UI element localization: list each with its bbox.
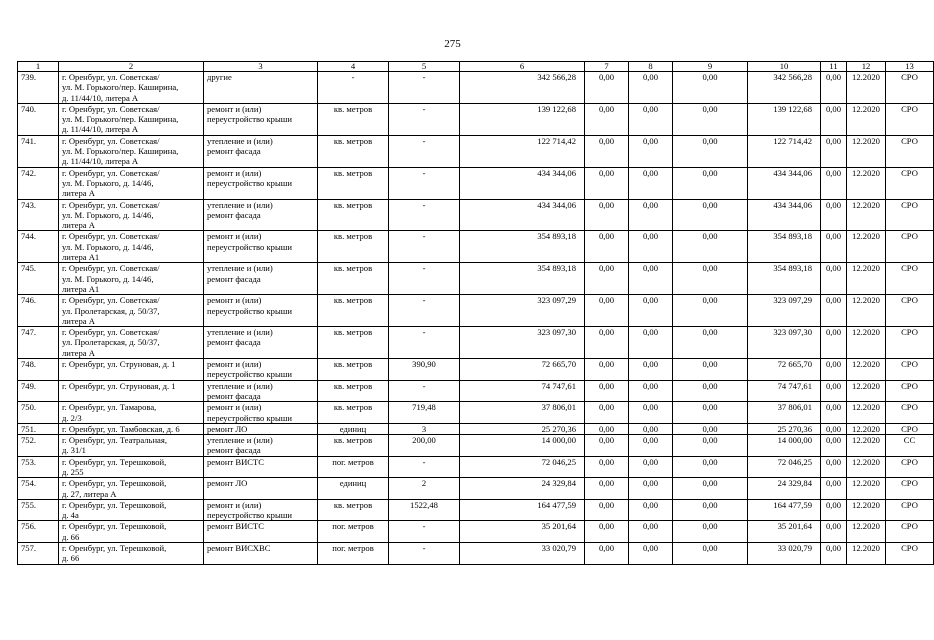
cost-col8-cell: 0,00 (629, 478, 673, 500)
address-cell: г. Оренбург, ул. Советская/ ул. М. Горького/пер. Каширина, д. 11/44/10, литера А (59, 135, 204, 167)
cost-col7-cell: 0,00 (585, 423, 629, 434)
table-row (18, 327, 934, 359)
work-type-cell: ремонт и (или) переустройство крыши (204, 295, 318, 327)
completion-term-cell: 12.2020 (847, 359, 886, 381)
column-number-header: 9 (673, 62, 748, 72)
cost-col8-cell: 0,00 (629, 521, 673, 543)
unit-cell: кв. метров (318, 167, 389, 199)
cost-col11-cell: 0,00 (821, 478, 847, 500)
address-cell: г. Оренбург, ул. Терешковой, д. 66 (59, 521, 204, 543)
unit-cell: кв. метров (318, 199, 389, 231)
table-row (18, 478, 934, 500)
cost-col11-cell: 0,00 (821, 499, 847, 521)
unit-cell: кв. метров (318, 435, 389, 457)
funding-source-cell: СРО (886, 499, 934, 521)
completion-term-cell: 12.2020 (847, 199, 886, 231)
cost-col11-cell: 0,00 (821, 359, 847, 381)
table-row (18, 72, 934, 104)
total-cost-cell: 434 344,06 (460, 199, 585, 231)
cost-col9-cell: 0,00 (673, 543, 748, 565)
cost-col10-cell: 35 201,64 (748, 521, 821, 543)
cost-col7-cell: 0,00 (585, 543, 629, 565)
cost-col10-cell: 72 046,25 (748, 456, 821, 478)
cost-col11-cell: 0,00 (821, 521, 847, 543)
cost-col7-cell: 0,00 (585, 359, 629, 381)
address-cell: г. Оренбург, ул. Терешковой, д. 66 (59, 543, 204, 565)
address-cell: г. Оренбург, ул. Терешковой, д. 255 (59, 456, 204, 478)
cost-col10-cell: 164 477,59 (748, 499, 821, 521)
column-number-header: 7 (585, 62, 629, 72)
table-row (18, 103, 934, 135)
cost-col9-cell: 0,00 (673, 72, 748, 104)
cost-col11-cell: 0,00 (821, 435, 847, 457)
cost-col9-cell: 0,00 (673, 135, 748, 167)
cost-col11-cell: 0,00 (821, 543, 847, 565)
table-row (18, 543, 934, 565)
funding-source-cell: СРО (886, 199, 934, 231)
row-number-cell: 741. (18, 135, 59, 167)
cost-col10-cell: 74 747,61 (748, 380, 821, 402)
cost-col11-cell: 0,00 (821, 167, 847, 199)
unit-cell: кв. метров (318, 295, 389, 327)
column-number-header: 12 (847, 62, 886, 72)
completion-term-cell: 12.2020 (847, 478, 886, 500)
volume-cell: - (389, 327, 460, 359)
cost-col7-cell: 0,00 (585, 231, 629, 263)
work-type-cell: утепление и (или) ремонт фасада (204, 380, 318, 402)
cost-col9-cell: 0,00 (673, 199, 748, 231)
completion-term-cell: 12.2020 (847, 521, 886, 543)
unit-cell: кв. метров (318, 380, 389, 402)
cost-col7-cell: 0,00 (585, 435, 629, 457)
unit-cell: кв. метров (318, 327, 389, 359)
total-cost-cell: 342 566,28 (460, 72, 585, 104)
completion-term-cell: 12.2020 (847, 263, 886, 295)
volume-cell: - (389, 543, 460, 565)
completion-term-cell: 12.2020 (847, 103, 886, 135)
unit-cell: пог. метров (318, 521, 389, 543)
column-number-header: 8 (629, 62, 673, 72)
total-cost-cell: 72 665,70 (460, 359, 585, 381)
completion-term-cell: 12.2020 (847, 327, 886, 359)
cost-col10-cell: 139 122,68 (748, 103, 821, 135)
row-number-cell: 748. (18, 359, 59, 381)
work-type-cell: ремонт и (или) переустройство крыши (204, 402, 318, 424)
address-cell: г. Оренбург, ул. Тамбовская, д. 6 (59, 423, 204, 434)
cost-col10-cell: 14 000,00 (748, 435, 821, 457)
completion-term-cell: 12.2020 (847, 402, 886, 424)
volume-cell: - (389, 167, 460, 199)
funding-source-cell: СС (886, 435, 934, 457)
cost-col8-cell: 0,00 (629, 380, 673, 402)
unit-cell: кв. метров (318, 359, 389, 381)
cost-col7-cell: 0,00 (585, 327, 629, 359)
table-row (18, 499, 934, 521)
row-number-cell: 746. (18, 295, 59, 327)
funding-source-cell: СРО (886, 167, 934, 199)
cost-col10-cell: 354 893,18 (748, 263, 821, 295)
funding-source-cell: СРО (886, 543, 934, 565)
total-cost-cell: 25 270,36 (460, 423, 585, 434)
address-cell: г. Оренбург, ул. Тамарова, д. 2/3 (59, 402, 204, 424)
work-type-cell: другие (204, 72, 318, 104)
funding-source-cell: СРО (886, 423, 934, 434)
cost-col10-cell: 323 097,30 (748, 327, 821, 359)
work-type-cell: ремонт и (или) переустройство крыши (204, 499, 318, 521)
column-number-header: 3 (204, 62, 318, 72)
completion-term-cell: 12.2020 (847, 167, 886, 199)
address-cell: г. Оренбург, ул. Терешковой, д. 27, литера А (59, 478, 204, 500)
work-type-cell: утепление и (или) ремонт фасада (204, 327, 318, 359)
work-type-cell: ремонт и (или) переустройство крыши (204, 359, 318, 381)
cost-col10-cell: 37 806,01 (748, 402, 821, 424)
row-number-cell: 756. (18, 521, 59, 543)
cost-col10-cell: 122 714,42 (748, 135, 821, 167)
unit-cell: кв. метров (318, 135, 389, 167)
table-row (18, 359, 934, 381)
funding-source-cell: СРО (886, 263, 934, 295)
work-type-cell: утепление и (или) ремонт фасада (204, 135, 318, 167)
completion-term-cell: 12.2020 (847, 231, 886, 263)
volume-cell: 390,90 (389, 359, 460, 381)
completion-term-cell: 12.2020 (847, 543, 886, 565)
volume-cell: - (389, 103, 460, 135)
cost-col8-cell: 0,00 (629, 402, 673, 424)
table-row (18, 435, 934, 457)
funding-source-cell: СРО (886, 521, 934, 543)
cost-col8-cell: 0,00 (629, 72, 673, 104)
cost-col8-cell: 0,00 (629, 295, 673, 327)
funding-source-cell: СРО (886, 295, 934, 327)
cost-col7-cell: 0,00 (585, 402, 629, 424)
row-number-cell: 754. (18, 478, 59, 500)
completion-term-cell: 12.2020 (847, 380, 886, 402)
cost-col7-cell: 0,00 (585, 72, 629, 104)
funding-source-cell: СРО (886, 135, 934, 167)
row-number-cell: 749. (18, 380, 59, 402)
cost-col9-cell: 0,00 (673, 521, 748, 543)
table-body (18, 72, 934, 565)
total-cost-cell: 24 329,84 (460, 478, 585, 500)
completion-term-cell: 12.2020 (847, 456, 886, 478)
address-cell: г. Оренбург, ул. Советская/ ул. М. Горького, д. 14/46, литера А1 (59, 231, 204, 263)
volume-cell: 2 (389, 478, 460, 500)
cost-col7-cell: 0,00 (585, 380, 629, 402)
row-number-cell: 755. (18, 499, 59, 521)
total-cost-cell: 323 097,30 (460, 327, 585, 359)
cost-col10-cell: 342 566,28 (748, 72, 821, 104)
unit-cell: единиц (318, 478, 389, 500)
cost-col8-cell: 0,00 (629, 199, 673, 231)
page-number: 275 (444, 38, 461, 50)
total-cost-cell: 74 747,61 (460, 380, 585, 402)
cost-col8-cell: 0,00 (629, 103, 673, 135)
cost-col9-cell: 0,00 (673, 103, 748, 135)
cost-col8-cell: 0,00 (629, 423, 673, 434)
total-cost-cell: 434 344,06 (460, 167, 585, 199)
address-cell: г. Оренбург, ул. Струновая, д. 1 (59, 380, 204, 402)
completion-term-cell: 12.2020 (847, 135, 886, 167)
cost-col9-cell: 0,00 (673, 380, 748, 402)
funding-source-cell: СРО (886, 478, 934, 500)
funding-source-cell: СРО (886, 359, 934, 381)
funding-source-cell: СРО (886, 327, 934, 359)
cost-col9-cell: 0,00 (673, 167, 748, 199)
work-type-cell: ремонт и (или) переустройство крыши (204, 167, 318, 199)
cost-col9-cell: 0,00 (673, 423, 748, 434)
work-type-cell: ремонт и (или) переустройство крыши (204, 231, 318, 263)
address-cell: г. Оренбург, ул. Советская/ ул. М. Горького, д. 14/46, литера А (59, 199, 204, 231)
total-cost-cell: 37 806,01 (460, 402, 585, 424)
cost-col8-cell: 0,00 (629, 499, 673, 521)
table-row (18, 402, 934, 424)
address-cell: г. Оренбург, ул. Театральная, д. 31/1 (59, 435, 204, 457)
volume-cell: 3 (389, 423, 460, 434)
address-cell: г. Оренбург, ул. Советская/ ул. Пролетарская, д. 50/37, литера А (59, 295, 204, 327)
volume-cell: - (389, 456, 460, 478)
funding-source-cell: СРО (886, 231, 934, 263)
row-number-cell: 743. (18, 199, 59, 231)
cost-col11-cell: 0,00 (821, 456, 847, 478)
cost-col8-cell: 0,00 (629, 435, 673, 457)
cost-col10-cell: 24 329,84 (748, 478, 821, 500)
total-cost-cell: 354 893,18 (460, 231, 585, 263)
column-number-header: 6 (460, 62, 585, 72)
row-number-cell: 744. (18, 231, 59, 263)
volume-cell: - (389, 72, 460, 104)
column-number-header: 13 (886, 62, 934, 72)
volume-cell: - (389, 231, 460, 263)
row-number-cell: 747. (18, 327, 59, 359)
volume-cell: - (389, 263, 460, 295)
completion-term-cell: 12.2020 (847, 435, 886, 457)
row-number-cell: 750. (18, 402, 59, 424)
row-number-cell: 751. (18, 423, 59, 434)
cost-col7-cell: 0,00 (585, 295, 629, 327)
total-cost-cell: 33 020,79 (460, 543, 585, 565)
cost-col9-cell: 0,00 (673, 231, 748, 263)
column-number-header: 10 (748, 62, 821, 72)
cost-col7-cell: 0,00 (585, 263, 629, 295)
cost-col8-cell: 0,00 (629, 263, 673, 295)
work-type-cell: утепление и (или) ремонт фасада (204, 263, 318, 295)
unit-cell: пог. метров (318, 456, 389, 478)
work-type-cell: ремонт и (или) переустройство крыши (204, 103, 318, 135)
cost-col8-cell: 0,00 (629, 327, 673, 359)
volume-cell: - (389, 199, 460, 231)
row-number-cell: 740. (18, 103, 59, 135)
table-row (18, 295, 934, 327)
table-row (18, 456, 934, 478)
total-cost-cell: 323 097,29 (460, 295, 585, 327)
table-row (18, 135, 934, 167)
volume-cell: 200,00 (389, 435, 460, 457)
cost-col11-cell: 0,00 (821, 231, 847, 263)
row-number-cell: 739. (18, 72, 59, 104)
funding-source-cell: СРО (886, 103, 934, 135)
cost-col7-cell: 0,00 (585, 478, 629, 500)
column-number-header: 1 (18, 62, 59, 72)
table-row (18, 199, 934, 231)
volume-cell: - (389, 380, 460, 402)
cost-col11-cell: 0,00 (821, 135, 847, 167)
address-cell: г. Оренбург, ул. Струновая, д. 1 (59, 359, 204, 381)
volume-cell: - (389, 521, 460, 543)
row-number-cell: 752. (18, 435, 59, 457)
funding-source-cell: СРО (886, 380, 934, 402)
cost-col8-cell: 0,00 (629, 456, 673, 478)
table-row (18, 263, 934, 295)
cost-col7-cell: 0,00 (585, 167, 629, 199)
work-type-cell: ремонт ЛО (204, 478, 318, 500)
table-row (18, 423, 934, 434)
unit-cell: кв. метров (318, 402, 389, 424)
cost-col7-cell: 0,00 (585, 103, 629, 135)
total-cost-cell: 122 714,42 (460, 135, 585, 167)
total-cost-cell: 354 893,18 (460, 263, 585, 295)
cost-col7-cell: 0,00 (585, 456, 629, 478)
column-number-header: 11 (821, 62, 847, 72)
cost-col9-cell: 0,00 (673, 263, 748, 295)
cost-col11-cell: 0,00 (821, 72, 847, 104)
cost-col9-cell: 0,00 (673, 402, 748, 424)
unit-cell: кв. метров (318, 263, 389, 295)
cost-col7-cell: 0,00 (585, 499, 629, 521)
cost-col11-cell: 0,00 (821, 380, 847, 402)
address-cell: г. Оренбург, ул. Советская/ ул. М. Горького/пер. Каширина, д. 11/44/10, литера А (59, 103, 204, 135)
column-number-header: 4 (318, 62, 389, 72)
cost-col10-cell: 33 020,79 (748, 543, 821, 565)
volume-cell: - (389, 295, 460, 327)
cost-col11-cell: 0,00 (821, 103, 847, 135)
work-type-cell: утепление и (или) ремонт фасада (204, 199, 318, 231)
table-row (18, 380, 934, 402)
cost-col9-cell: 0,00 (673, 435, 748, 457)
address-cell: г. Оренбург, ул. Советская/ ул. М. Горького/пер. Каширина, д. 11/44/10, литера А (59, 72, 204, 104)
volume-cell: - (389, 135, 460, 167)
volume-cell: 719,48 (389, 402, 460, 424)
address-cell: г. Оренбург, ул. Терешковой, д. 4а (59, 499, 204, 521)
cost-col10-cell: 434 344,06 (748, 167, 821, 199)
row-number-cell: 745. (18, 263, 59, 295)
funding-source-cell: СРО (886, 402, 934, 424)
cost-col9-cell: 0,00 (673, 478, 748, 500)
cost-col11-cell: 0,00 (821, 327, 847, 359)
cost-col10-cell: 354 893,18 (748, 231, 821, 263)
row-number-cell: 753. (18, 456, 59, 478)
completion-term-cell: 12.2020 (847, 295, 886, 327)
cost-col7-cell: 0,00 (585, 199, 629, 231)
address-cell: г. Оренбург, ул. Советская/ ул. Пролетарская, д. 50/37, литера А (59, 327, 204, 359)
total-cost-cell: 72 046,25 (460, 456, 585, 478)
unit-cell: единиц (318, 423, 389, 434)
unit-cell: кв. метров (318, 103, 389, 135)
cost-col8-cell: 0,00 (629, 135, 673, 167)
column-number-header: 2 (59, 62, 204, 72)
cost-col10-cell: 72 665,70 (748, 359, 821, 381)
address-cell: г. Оренбург, ул. Советская/ ул. М. Горького, д. 14/46, литера А (59, 167, 204, 199)
work-type-cell: ремонт ВИСХВС (204, 543, 318, 565)
cost-col8-cell: 0,00 (629, 167, 673, 199)
completion-term-cell: 12.2020 (847, 72, 886, 104)
funding-source-cell: СРО (886, 456, 934, 478)
cost-col11-cell: 0,00 (821, 423, 847, 434)
cost-col8-cell: 0,00 (629, 359, 673, 381)
repair-registry-table (17, 61, 934, 565)
column-number-row (18, 62, 934, 72)
completion-term-cell: 12.2020 (847, 423, 886, 434)
volume-cell: 1522,48 (389, 499, 460, 521)
cost-col7-cell: 0,00 (585, 135, 629, 167)
total-cost-cell: 164 477,59 (460, 499, 585, 521)
work-type-cell: ремонт ВИСТС (204, 521, 318, 543)
cost-col7-cell: 0,00 (585, 521, 629, 543)
cost-col8-cell: 0,00 (629, 231, 673, 263)
completion-term-cell: 12.2020 (847, 499, 886, 521)
cost-col9-cell: 0,00 (673, 456, 748, 478)
cost-col9-cell: 0,00 (673, 359, 748, 381)
work-type-cell: ремонт ВИСТС (204, 456, 318, 478)
total-cost-cell: 35 201,64 (460, 521, 585, 543)
cost-col9-cell: 0,00 (673, 499, 748, 521)
table-row (18, 521, 934, 543)
unit-cell: кв. метров (318, 231, 389, 263)
unit-cell: пог. метров (318, 543, 389, 565)
cost-col9-cell: 0,00 (673, 295, 748, 327)
address-cell: г. Оренбург, ул. Советская/ ул. М. Горького, д. 14/46, литера А1 (59, 263, 204, 295)
row-number-cell: 742. (18, 167, 59, 199)
work-type-cell: утепление и (или) ремонт фасада (204, 435, 318, 457)
table-row (18, 231, 934, 263)
column-number-header: 5 (389, 62, 460, 72)
cost-col10-cell: 323 097,29 (748, 295, 821, 327)
funding-source-cell: СРО (886, 72, 934, 104)
total-cost-cell: 139 122,68 (460, 103, 585, 135)
cost-col8-cell: 0,00 (629, 543, 673, 565)
row-number-cell: 757. (18, 543, 59, 565)
cost-col11-cell: 0,00 (821, 295, 847, 327)
cost-col10-cell: 25 270,36 (748, 423, 821, 434)
cost-col11-cell: 0,00 (821, 263, 847, 295)
cost-col11-cell: 0,00 (821, 199, 847, 231)
unit-cell: - (318, 72, 389, 104)
total-cost-cell: 14 000,00 (460, 435, 585, 457)
work-type-cell: ремонт ЛО (204, 423, 318, 434)
cost-col10-cell: 434 344,06 (748, 199, 821, 231)
cost-col9-cell: 0,00 (673, 327, 748, 359)
cost-col11-cell: 0,00 (821, 402, 847, 424)
table-row (18, 167, 934, 199)
unit-cell: кв. метров (318, 499, 389, 521)
